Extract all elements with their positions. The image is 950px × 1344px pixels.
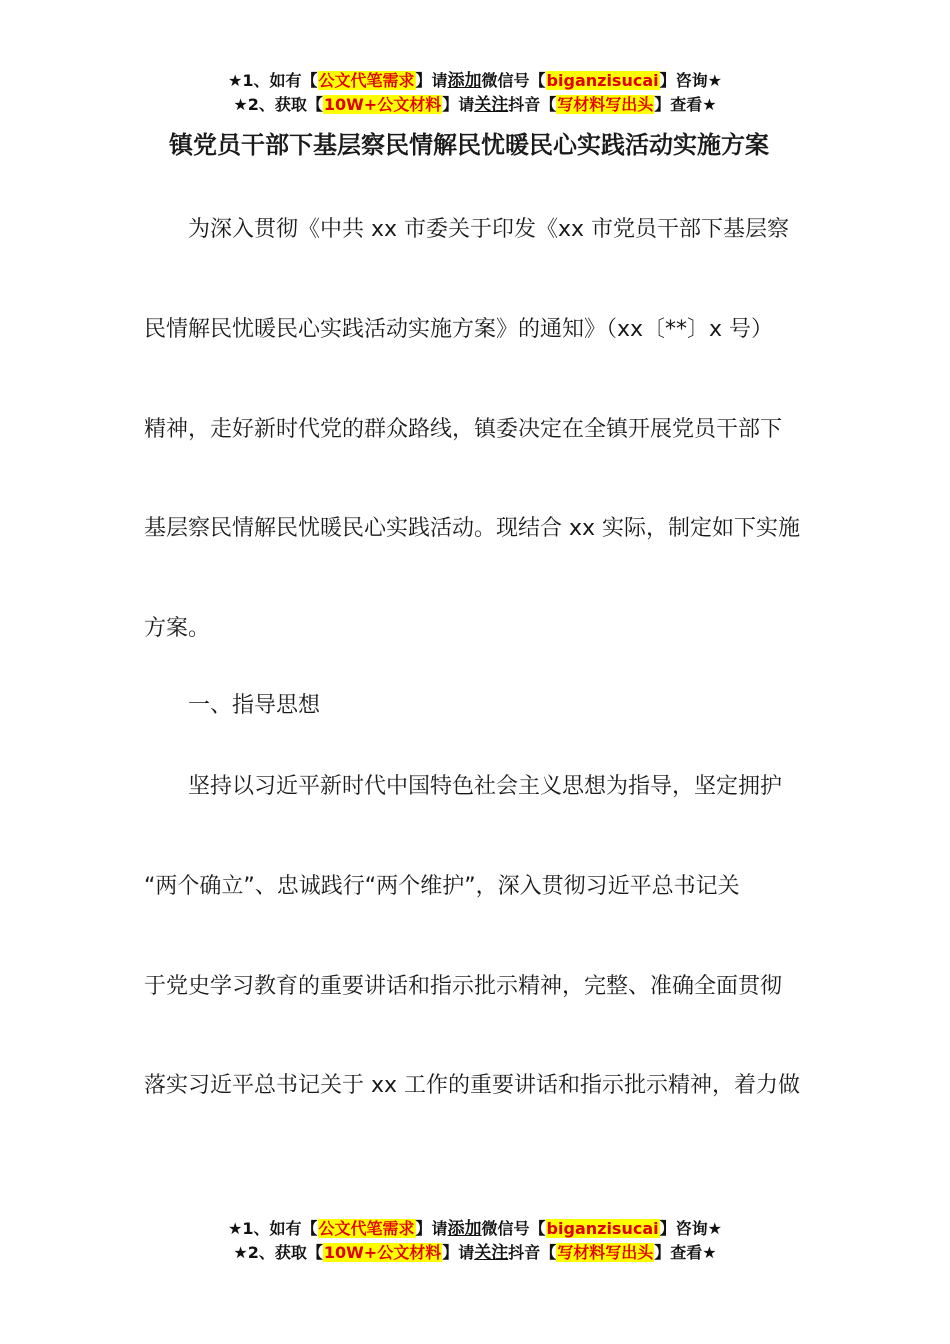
paragraph-line: 方案。 <box>144 616 211 642</box>
banner-underlined-text: 添加 <box>447 71 482 91</box>
banner-text: ★2、获取【 <box>233 95 323 114</box>
banner-text: 】咨询★ <box>659 1219 722 1238</box>
footer-banner <box>0 1217 950 1265</box>
paragraph-line: 精神，走好新时代党的群众路线，镇委决定在全镇开展党员干部下 <box>144 416 783 442</box>
banner-text: 】请 <box>415 71 448 90</box>
banner-text: 】查看★ <box>654 95 717 114</box>
banner-text: 】查看★ <box>654 1243 717 1262</box>
banner-highlight: 公文代笔需求 <box>318 1219 415 1238</box>
banner-text: 】请 <box>442 95 475 114</box>
banner-highlight: 公文代笔需求 <box>318 71 415 90</box>
paragraph-line: 为深入贯彻《中共 xx 市委关于印发《xx 市党员干部下基层察 <box>188 217 790 242</box>
banner-highlight: 10W+公文材料 <box>323 95 442 114</box>
header-banner-line-2 <box>0 93 950 117</box>
banner-text: ★1、如有【 <box>228 1219 318 1238</box>
banner-highlight: 10W+公文材料 <box>323 1243 442 1262</box>
banner-underlined-text: 关注 <box>474 95 509 115</box>
paragraph-line: 坚持以习近平新时代中国特色社会主义思想为指导，坚定拥护 <box>188 774 783 799</box>
banner-douyin-account: 写材料写出头 <box>557 1243 654 1262</box>
banner-underlined-text: 添加 <box>447 1219 482 1239</box>
banner-text: 】请 <box>415 1219 448 1238</box>
banner-text: ★2、获取【 <box>233 1243 323 1262</box>
paragraph-line: “两个确立”、忠诚践行“两个维护”，深入贯彻习近平总书记关 <box>144 873 740 899</box>
banner-douyin-account: 写材料写出头 <box>557 95 654 114</box>
banner-text: 微信号【 <box>481 71 546 90</box>
header-banner <box>0 69 950 117</box>
paragraph-line: 民情解民忧暖民心实践活动实施方案》的通知》（xx〔**〕x 号） <box>144 316 774 342</box>
banner-text: 抖音【 <box>508 95 557 114</box>
banner-text: 抖音【 <box>508 1243 557 1262</box>
footer-banner-line-2 <box>0 1241 950 1265</box>
banner-text: 】请 <box>442 1243 475 1262</box>
document-title: 镇党员干部下基层察民情解民忧暖民心实践活动实施方案 <box>169 131 769 159</box>
banner-text: 微信号【 <box>481 1219 546 1238</box>
paragraph-line: 于党史学习教育的重要讲话和指示批示精神，完整、准确全面贯彻 <box>144 973 783 999</box>
banner-wechat-id: biganzisucai <box>546 71 659 90</box>
banner-text: 】咨询★ <box>659 71 722 90</box>
guiding-ideology-paragraph <box>144 737 806 1136</box>
banner-underlined-text: 关注 <box>474 1243 509 1263</box>
footer-banner-line-1 <box>0 1217 950 1241</box>
intro-paragraph <box>144 180 806 679</box>
paragraph-line: 基层察民情解民忧暖民心实践活动。现结合 xx 实际，制定如下实施 <box>144 516 801 542</box>
banner-text: ★1、如有【 <box>228 71 318 90</box>
header-banner-line-1 <box>0 69 950 93</box>
section-heading-guiding-ideology: 一、指导思想 <box>188 693 321 718</box>
banner-wechat-id: biganzisucai <box>546 1219 659 1238</box>
paragraph-line: 落实习近平总书记关于 xx 工作的重要讲话和指示批示精神，着力做 <box>144 1073 801 1099</box>
